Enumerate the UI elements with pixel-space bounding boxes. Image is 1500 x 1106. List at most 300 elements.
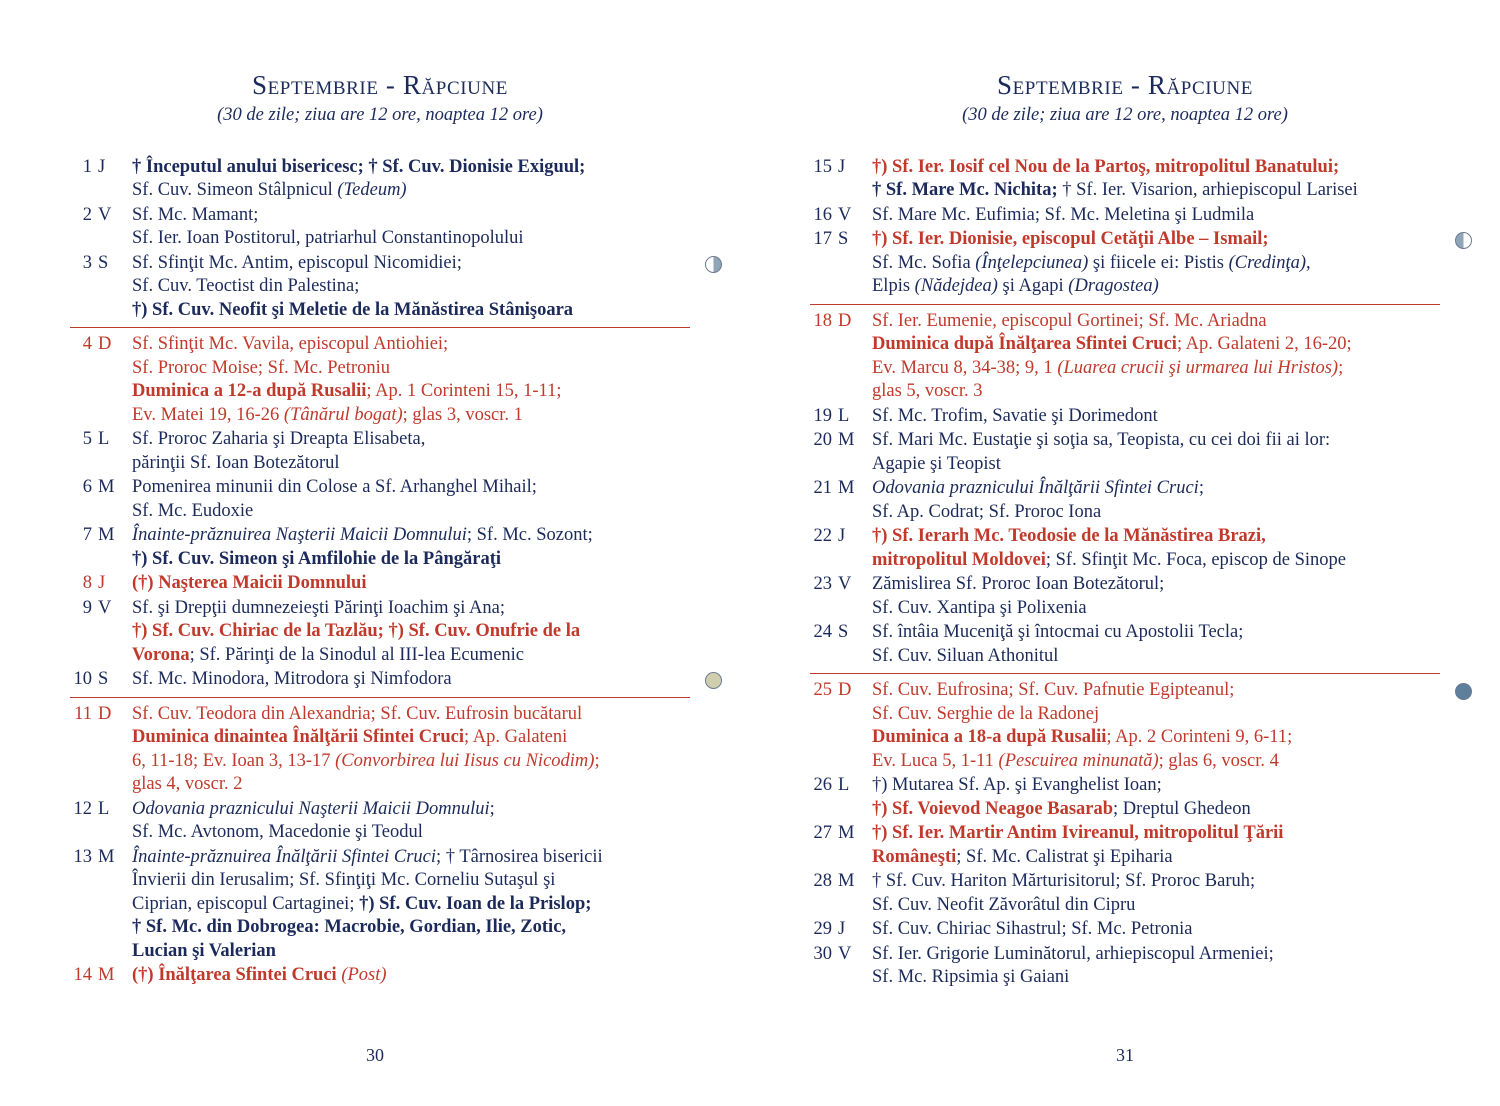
day-number: 26 [813, 775, 832, 796]
entry-text: † Începutul anului bisericesc; [132, 157, 364, 177]
day-number: 29 [813, 919, 832, 940]
moon-phase-icon [705, 672, 722, 689]
day-label [810, 822, 872, 845]
entry-text: Sf. Cuv. Siluan Athonitul [872, 645, 1059, 666]
entry-text: ; [1198, 478, 1204, 499]
calendar-day-entry [70, 846, 690, 963]
entry-line [872, 597, 1440, 620]
day-number: 7 [82, 525, 92, 546]
entry-text: Duminica dinaintea Înălţării Sfintei Cruci [132, 727, 464, 748]
entry-text: 6, 11-18; Ev. Ioan 3, 13-17 [132, 750, 336, 771]
section-divider [810, 304, 1440, 305]
day-number: 21 [813, 478, 832, 499]
entry-body [132, 703, 690, 797]
entry-text: Sf. Ier. Ioan Postitorul, patriarhul Constantinopolului [132, 228, 524, 249]
entry-line [132, 500, 690, 523]
entry-line [132, 620, 690, 643]
calendar-day-entry [810, 405, 1440, 428]
entry-line [132, 275, 690, 298]
entry-text: †) Mutarea Sf. Ap. şi Evanghelist Ioan; [872, 775, 1162, 796]
day-label [810, 679, 872, 702]
entry-line [132, 156, 690, 179]
entry-text: Lucian şi Valerian [132, 940, 276, 961]
day-label [70, 524, 132, 547]
calendar-day-entry [810, 573, 1440, 620]
entry-text: Sf. Cuv. Chiriac Sihastrul; Sf. Mc. Petronia [872, 919, 1193, 940]
day-label [70, 156, 132, 179]
day-label [810, 774, 872, 797]
moon-phase-icon [705, 256, 722, 273]
entry-line [132, 428, 690, 451]
page-title-left: Septembrie - Răpciune [251, 70, 508, 100]
entry-text: părinţii Sf. Ioan Botezătorul [132, 452, 340, 473]
entry-line [132, 252, 690, 275]
day-number: 16 [813, 204, 832, 225]
day-number: 10 [73, 669, 92, 690]
calendar-entries-left [70, 156, 690, 987]
entry-line [872, 453, 1440, 476]
entry-line [872, 621, 1440, 644]
calendar-day-entry [70, 204, 690, 251]
day-label [70, 204, 132, 227]
entry-text: †) Sf. Cuv. Simeon şi Amfilohie de la Pângăraţi [132, 548, 501, 569]
entry-body [132, 668, 690, 691]
entry-line [872, 774, 1440, 797]
entry-body [132, 846, 690, 963]
entry-line [872, 573, 1440, 596]
day-number: 15 [813, 157, 832, 177]
entry-text: Pomenirea minunii din Colose a Sf. Arhanghel Mihail; [132, 477, 537, 498]
entry-text: Sf. Cuv. Serghie de la Radonej [872, 703, 1100, 724]
entry-text: Ev. Luca 5, 1-11 [872, 750, 999, 771]
entry-text: Sf. Proroc Moise; Sf. Mc. Petroniu [132, 357, 390, 378]
entry-line [132, 773, 690, 796]
entry-text: Sf. Mare Mc. Eufimia; Sf. Mc. Meletina şi Ludmila [872, 204, 1255, 225]
entry-line [132, 404, 690, 427]
entry-text: ; Ap. Galateni 2, 16-20; [1176, 334, 1352, 355]
day-label [810, 429, 872, 452]
entry-line [872, 549, 1440, 572]
entry-text: ; Sf. Mc. Calistrat şi Epiharia [956, 846, 1173, 867]
calendar-day-entry [70, 333, 690, 427]
entry-text: Sf. Cuv. Eufrosina; Sf. Cuv. Pafnutie Egipteanul; [872, 680, 1235, 701]
entry-body [132, 524, 690, 571]
entry-text: ; Ap. 1 Corinteni 15, 1-11; [366, 381, 562, 402]
day-weekday-letter: M [838, 430, 855, 451]
entry-text: (Înţelepciunea) [975, 252, 1089, 273]
calendar-day-entry [810, 774, 1440, 821]
day-weekday-letter: L [838, 405, 850, 426]
entry-line [132, 869, 690, 892]
calendar-day-entry [810, 525, 1440, 572]
entry-body [872, 310, 1440, 404]
day-number: 24 [813, 622, 832, 643]
entry-text: Sf. Mc. Ripsimia şi Gaiani [872, 966, 1070, 987]
entry-text: Zămislirea Sf. Proroc Ioan Botezătorul; [872, 574, 1165, 595]
entry-body [872, 774, 1440, 821]
day-weekday-letter: V [838, 943, 852, 964]
entry-body [872, 870, 1440, 917]
entry-text: †) Sf. Ier. Martir Antim Ivireanul, mitropolitul Ţării [872, 823, 1284, 844]
entry-line [872, 156, 1440, 179]
calendar-day-entry [810, 429, 1440, 476]
entry-text: Ev. Matei 19, 16-26 [132, 404, 284, 425]
entry-text: (Nădejdea) [914, 276, 998, 297]
entry-body [132, 204, 690, 251]
calendar-entries-right [810, 156, 1440, 989]
entry-line [132, 798, 690, 821]
entry-body [872, 405, 1440, 428]
entry-text: †) Sf. Ier. Iosif cel Nou de la Partoş, mitropolitul Banatului; [872, 157, 1340, 177]
day-label [810, 621, 872, 644]
day-number: 28 [813, 871, 832, 892]
calendar-day-entry [70, 798, 690, 845]
entry-text: (Convorbirea lui Iisus cu Nicodim) [335, 750, 595, 771]
day-number: 25 [813, 680, 832, 701]
entry-text: † Sf. Mare Mc. Nichita; [872, 180, 1058, 201]
entry-text: † Sf. Cuv. Hariton Mărturisitorul; Sf. Proroc Baruh; [872, 871, 1256, 892]
entry-text: (†) Naşterea Maicii Domnului [132, 573, 367, 594]
entry-text: † Sf. Cuv. Dionisie Exiguul; [363, 157, 586, 177]
entry-text: Odovania praznicului Naşterii Maicii Domnului [132, 798, 490, 819]
day-number: 18 [813, 310, 832, 331]
entry-body [872, 429, 1440, 476]
entry-line [872, 179, 1440, 202]
entry-line [132, 726, 690, 749]
day-label [810, 405, 872, 428]
entry-text: (Tânărul bogat) [283, 404, 403, 425]
entry-line [132, 893, 690, 916]
entry-text: Elpis [872, 276, 915, 297]
page-right [750, 0, 1500, 1106]
entry-body [872, 621, 1440, 668]
entry-text: Sf. Mc. Mamant; [132, 204, 259, 225]
calendar-day-entry [70, 597, 690, 667]
entry-line [872, 380, 1440, 403]
entry-line [132, 548, 690, 571]
entry-line [872, 943, 1440, 966]
entry-line [132, 964, 690, 987]
entry-text: mitropolitul Moldovei [872, 549, 1046, 570]
day-label [810, 310, 872, 333]
entry-line [872, 822, 1440, 845]
calendar-day-entry [810, 477, 1440, 524]
day-weekday-letter: J [98, 157, 106, 177]
calendar-day-entry [810, 204, 1440, 227]
folio-left: 30 [366, 1045, 384, 1065]
entry-text: şi Agapi [997, 276, 1069, 297]
day-weekday-letter: J [838, 526, 846, 547]
entry-line [872, 679, 1440, 702]
page-subtitle-right: (30 de zile; ziua are 12 ore, noaptea 12 ore) [962, 105, 1288, 125]
day-label [70, 668, 132, 691]
day-weekday-letter: S [838, 229, 849, 250]
entry-body [872, 679, 1440, 773]
moon-phase-icon [1455, 232, 1472, 249]
entry-line [872, 798, 1440, 821]
entry-text: (Luarea crucii şi urmarea lui Hristos) [1057, 357, 1339, 378]
entry-body [872, 477, 1440, 524]
day-weekday-letter: L [98, 798, 110, 819]
entry-text: şi fiicele ei: Pistis [1088, 252, 1229, 273]
day-weekday-letter: V [838, 204, 852, 225]
page-subtitle-left: (30 de zile; ziua are 12 ore, noaptea 12 ore) [217, 105, 543, 125]
day-label [810, 870, 872, 893]
entry-line [872, 966, 1440, 989]
day-label [810, 228, 872, 251]
entry-line [132, 179, 690, 202]
entry-text: Sf. Sfinţit Mc. Vavila, episcopul Antiohiei; [132, 334, 449, 355]
calendar-day-entry [810, 679, 1440, 773]
day-weekday-letter: M [98, 964, 115, 985]
entry-text: (Credinţa) [1228, 252, 1306, 273]
day-weekday-letter: D [838, 310, 852, 331]
day-weekday-letter: V [98, 204, 112, 225]
entry-text: glas 4, voscr. 2 [132, 774, 243, 795]
day-number: 13 [73, 846, 92, 867]
entry-text: (Pescuirea minunată) [998, 750, 1159, 771]
entry-line [132, 668, 690, 691]
day-weekday-letter: M [98, 846, 115, 867]
day-number: 1 [82, 157, 92, 177]
day-label [810, 943, 872, 966]
entry-text: Sf. Mc. Sofia [872, 252, 976, 273]
entry-line [872, 726, 1440, 749]
day-number: 20 [813, 430, 832, 451]
calendar-day-entry [70, 964, 690, 987]
entry-text: ; glas 3, voscr. 1 [402, 404, 523, 425]
entry-line [132, 380, 690, 403]
calendar-day-entry [70, 572, 690, 595]
entry-line [132, 572, 690, 595]
entry-line [132, 204, 690, 227]
entry-body [132, 572, 690, 595]
entry-body [132, 333, 690, 427]
entry-text: †) Sf. Voievod Neagoe Basarab [872, 798, 1114, 819]
day-label [70, 703, 132, 726]
entry-text: Învierii din Ierusalim; Sf. Sfinţiţi Mc. Corneliu Sutaşul şi [132, 870, 556, 891]
entry-line [872, 894, 1440, 917]
entry-body [872, 573, 1440, 620]
calendar-day-entry [810, 621, 1440, 668]
day-weekday-letter: M [98, 525, 115, 546]
entry-text: †) Sf. Cuv. Neofit şi Meletie de la Mănăstirea Stânişoara [132, 299, 574, 320]
entry-text: Ev. Marcu 8, 34-38; 9, 1 [872, 357, 1058, 378]
entry-line [872, 228, 1440, 251]
entry-text: Sf. Mc. Minodora, Mitrodora şi Nimfodora [132, 669, 452, 690]
entry-line [872, 846, 1440, 869]
entry-line [132, 452, 690, 475]
calendar-day-entry [70, 524, 690, 571]
day-label [810, 477, 872, 500]
entry-text: Sf. Ap. Codrat; Sf. Proroc Iona [872, 501, 1102, 522]
entry-line [872, 870, 1440, 893]
day-number: 12 [73, 798, 92, 819]
entry-body [132, 964, 690, 987]
entry-text: Ciprian, episcopul Cartaginei; [132, 893, 360, 914]
entry-text: Româneşti [872, 846, 957, 867]
entry-line [132, 644, 690, 667]
entry-text: Duminica după Înălţarea Sfintei Cruci [872, 334, 1177, 355]
entry-text: Înainte-prăznuirea Naşterii Maicii Domnului [132, 525, 467, 546]
entry-text: Sf. Cuv. Teoctist din Palestina; [132, 276, 360, 297]
entry-text: †) Sf. Ierarh Mc. Teodosie de la Mănăstirea Brazi, [872, 526, 1266, 547]
day-label [70, 597, 132, 620]
entry-text: Sf. Cuv. Xantipa şi Polixenia [872, 597, 1087, 618]
entry-text: Duminica a 12-a după Rusalii [132, 381, 367, 402]
entry-body [132, 597, 690, 667]
entry-text: Înainte-prăznuirea Înălţării Sfintei Cruci [132, 846, 437, 867]
entry-text: Sf. Ier. Eumenie, episcopul Gortinei; Sf. Mc. Ariadna [872, 310, 1267, 331]
entry-line [132, 846, 690, 869]
calendar-day-entry [70, 428, 690, 475]
section-divider [70, 697, 690, 698]
entry-text: Sf. Mc. Avtonom, Macedonie şi Teodul [132, 822, 423, 843]
entry-text: Duminica a 18-a după Rusalii [872, 727, 1107, 748]
entry-body [872, 525, 1440, 572]
entry-text: Sf. Mc. Eudoxie [132, 500, 254, 521]
entry-line [872, 429, 1440, 452]
entry-text: ; Ap. 2 Corinteni 9, 6-11; [1106, 727, 1293, 748]
day-weekday-letter: D [98, 334, 112, 355]
entry-line [872, 750, 1440, 773]
entry-body [132, 476, 690, 523]
entry-body [132, 252, 690, 322]
calendar-day-entry [810, 228, 1440, 298]
day-label [70, 333, 132, 356]
entry-text: †) Sf. Cuv. Chiriac de la Tazlău; †) Sf. Cuv. Onufrie de la [132, 621, 581, 642]
entry-text: ; Ap. Galateni [464, 727, 568, 748]
entry-text: † Sf. Ier. Visarion, arhiepiscopul Larisei [1057, 180, 1358, 201]
entry-line [872, 357, 1440, 380]
entry-line [872, 501, 1440, 524]
day-number: 9 [82, 597, 92, 618]
moon-phase-icon [1455, 683, 1472, 700]
day-label [810, 156, 872, 179]
day-weekday-letter: V [98, 597, 112, 618]
entry-text: ; Dreptul Ghedeon [1113, 798, 1251, 819]
entry-text: Sf. Cuv. Neofit Zăvorâtul din Cipru [872, 894, 1136, 915]
calendar-day-entry [70, 668, 690, 691]
day-weekday-letter: D [838, 680, 852, 701]
calendar-day-entry [70, 252, 690, 322]
day-number: 17 [813, 229, 832, 250]
calendar-day-entry [70, 156, 690, 203]
entry-text: (Post) [341, 964, 387, 985]
day-weekday-letter: L [838, 775, 850, 796]
day-weekday-letter: V [838, 574, 852, 595]
entry-text: Agapie şi Teopist [872, 453, 1001, 474]
entry-line [132, 357, 690, 380]
calendar-day-entry [810, 943, 1440, 990]
entry-line [132, 227, 690, 250]
entry-line [132, 476, 690, 499]
entry-line [132, 333, 690, 356]
day-number: 4 [82, 334, 92, 355]
entry-text: Sf. Mc. Trofim, Savatie şi Dorimedont [872, 405, 1158, 426]
day-number: 30 [813, 943, 832, 964]
day-number: 8 [82, 573, 92, 594]
day-label [810, 204, 872, 227]
entry-line [872, 204, 1440, 227]
entry-line [132, 524, 690, 547]
entry-text: ; [1338, 357, 1344, 378]
day-label [70, 798, 132, 821]
entry-body [872, 204, 1440, 227]
entry-text: Sf. Cuv. Simeon Stâlpnicul [132, 180, 338, 201]
entry-body [132, 428, 690, 475]
day-weekday-letter: S [98, 252, 109, 273]
day-number: 19 [813, 405, 832, 426]
day-number: 23 [813, 574, 832, 595]
entry-text: Sf. Mari Mc. Eustaţie şi soţia sa, Teopista, cu cei doi fii ai lor: [872, 430, 1331, 451]
entry-line [872, 405, 1440, 428]
day-label [70, 428, 132, 451]
entry-text: ; glas 6, voscr. 4 [1158, 750, 1279, 771]
entry-text: Sf. întâia Muceniţă şi întocmai cu Apostolii Tecla; [872, 622, 1244, 643]
entry-line [132, 916, 690, 939]
entry-line [872, 525, 1440, 548]
day-weekday-letter: M [838, 823, 855, 844]
day-label [70, 476, 132, 499]
calendar-day-entry [810, 822, 1440, 869]
day-label [70, 846, 132, 869]
calendar-day-entry [810, 870, 1440, 917]
entry-body [872, 943, 1440, 990]
entry-text: (†) Înălţarea Sfintei Cruci [132, 964, 342, 985]
page-title-right: Septembrie - Răpciune [996, 70, 1253, 100]
entry-body [872, 822, 1440, 869]
day-weekday-letter: S [98, 669, 109, 690]
folio-right: 31 [1116, 1045, 1134, 1065]
section-divider [810, 673, 1440, 674]
entry-text: †) Sf. Ier. Dionisie, episcopul Cetăţii Albe – Ismail; [872, 229, 1269, 250]
calendar-day-entry [810, 918, 1440, 941]
day-label [810, 573, 872, 596]
entry-line [872, 645, 1440, 668]
entry-text: ; [594, 750, 600, 771]
entry-line [132, 703, 690, 726]
entry-text: glas 5, voscr. 3 [872, 381, 983, 402]
entry-body [132, 798, 690, 845]
entry-line [872, 703, 1440, 726]
day-label [70, 964, 132, 987]
day-number: 5 [82, 429, 92, 450]
entry-line [132, 750, 690, 773]
day-label [70, 252, 132, 275]
day-number: 14 [73, 964, 92, 985]
entry-text: ; Sf. Părinţi de la Sinodul al III-lea Ecumenic [189, 644, 525, 665]
entry-body [872, 228, 1440, 298]
entry-text: , [1306, 252, 1311, 273]
day-number: 6 [82, 477, 92, 498]
calendar-day-entry [70, 703, 690, 797]
entry-line [872, 918, 1440, 941]
entry-body [132, 156, 690, 203]
entry-text: † Sf. Mc. din Dobrogea: Macrobie, Gordian, Ilie, Zotic, [132, 917, 567, 938]
entry-text: Sf. Proroc Zaharia şi Dreapta Elisabeta, [132, 429, 426, 450]
day-weekday-letter: J [98, 573, 106, 594]
day-weekday-letter: L [98, 429, 110, 450]
entry-text: †) Sf. Cuv. Ioan de la Prislop; [359, 893, 592, 914]
entry-line [132, 940, 690, 963]
day-weekday-letter: M [838, 871, 855, 892]
entry-text: Sf. Cuv. Teodora din Alexandria; Sf. Cuv. Eufrosin bucătarul [132, 703, 583, 724]
day-weekday-letter: J [838, 919, 846, 940]
day-number: 22 [813, 526, 832, 547]
entry-line [132, 597, 690, 620]
day-weekday-letter: D [98, 703, 112, 724]
